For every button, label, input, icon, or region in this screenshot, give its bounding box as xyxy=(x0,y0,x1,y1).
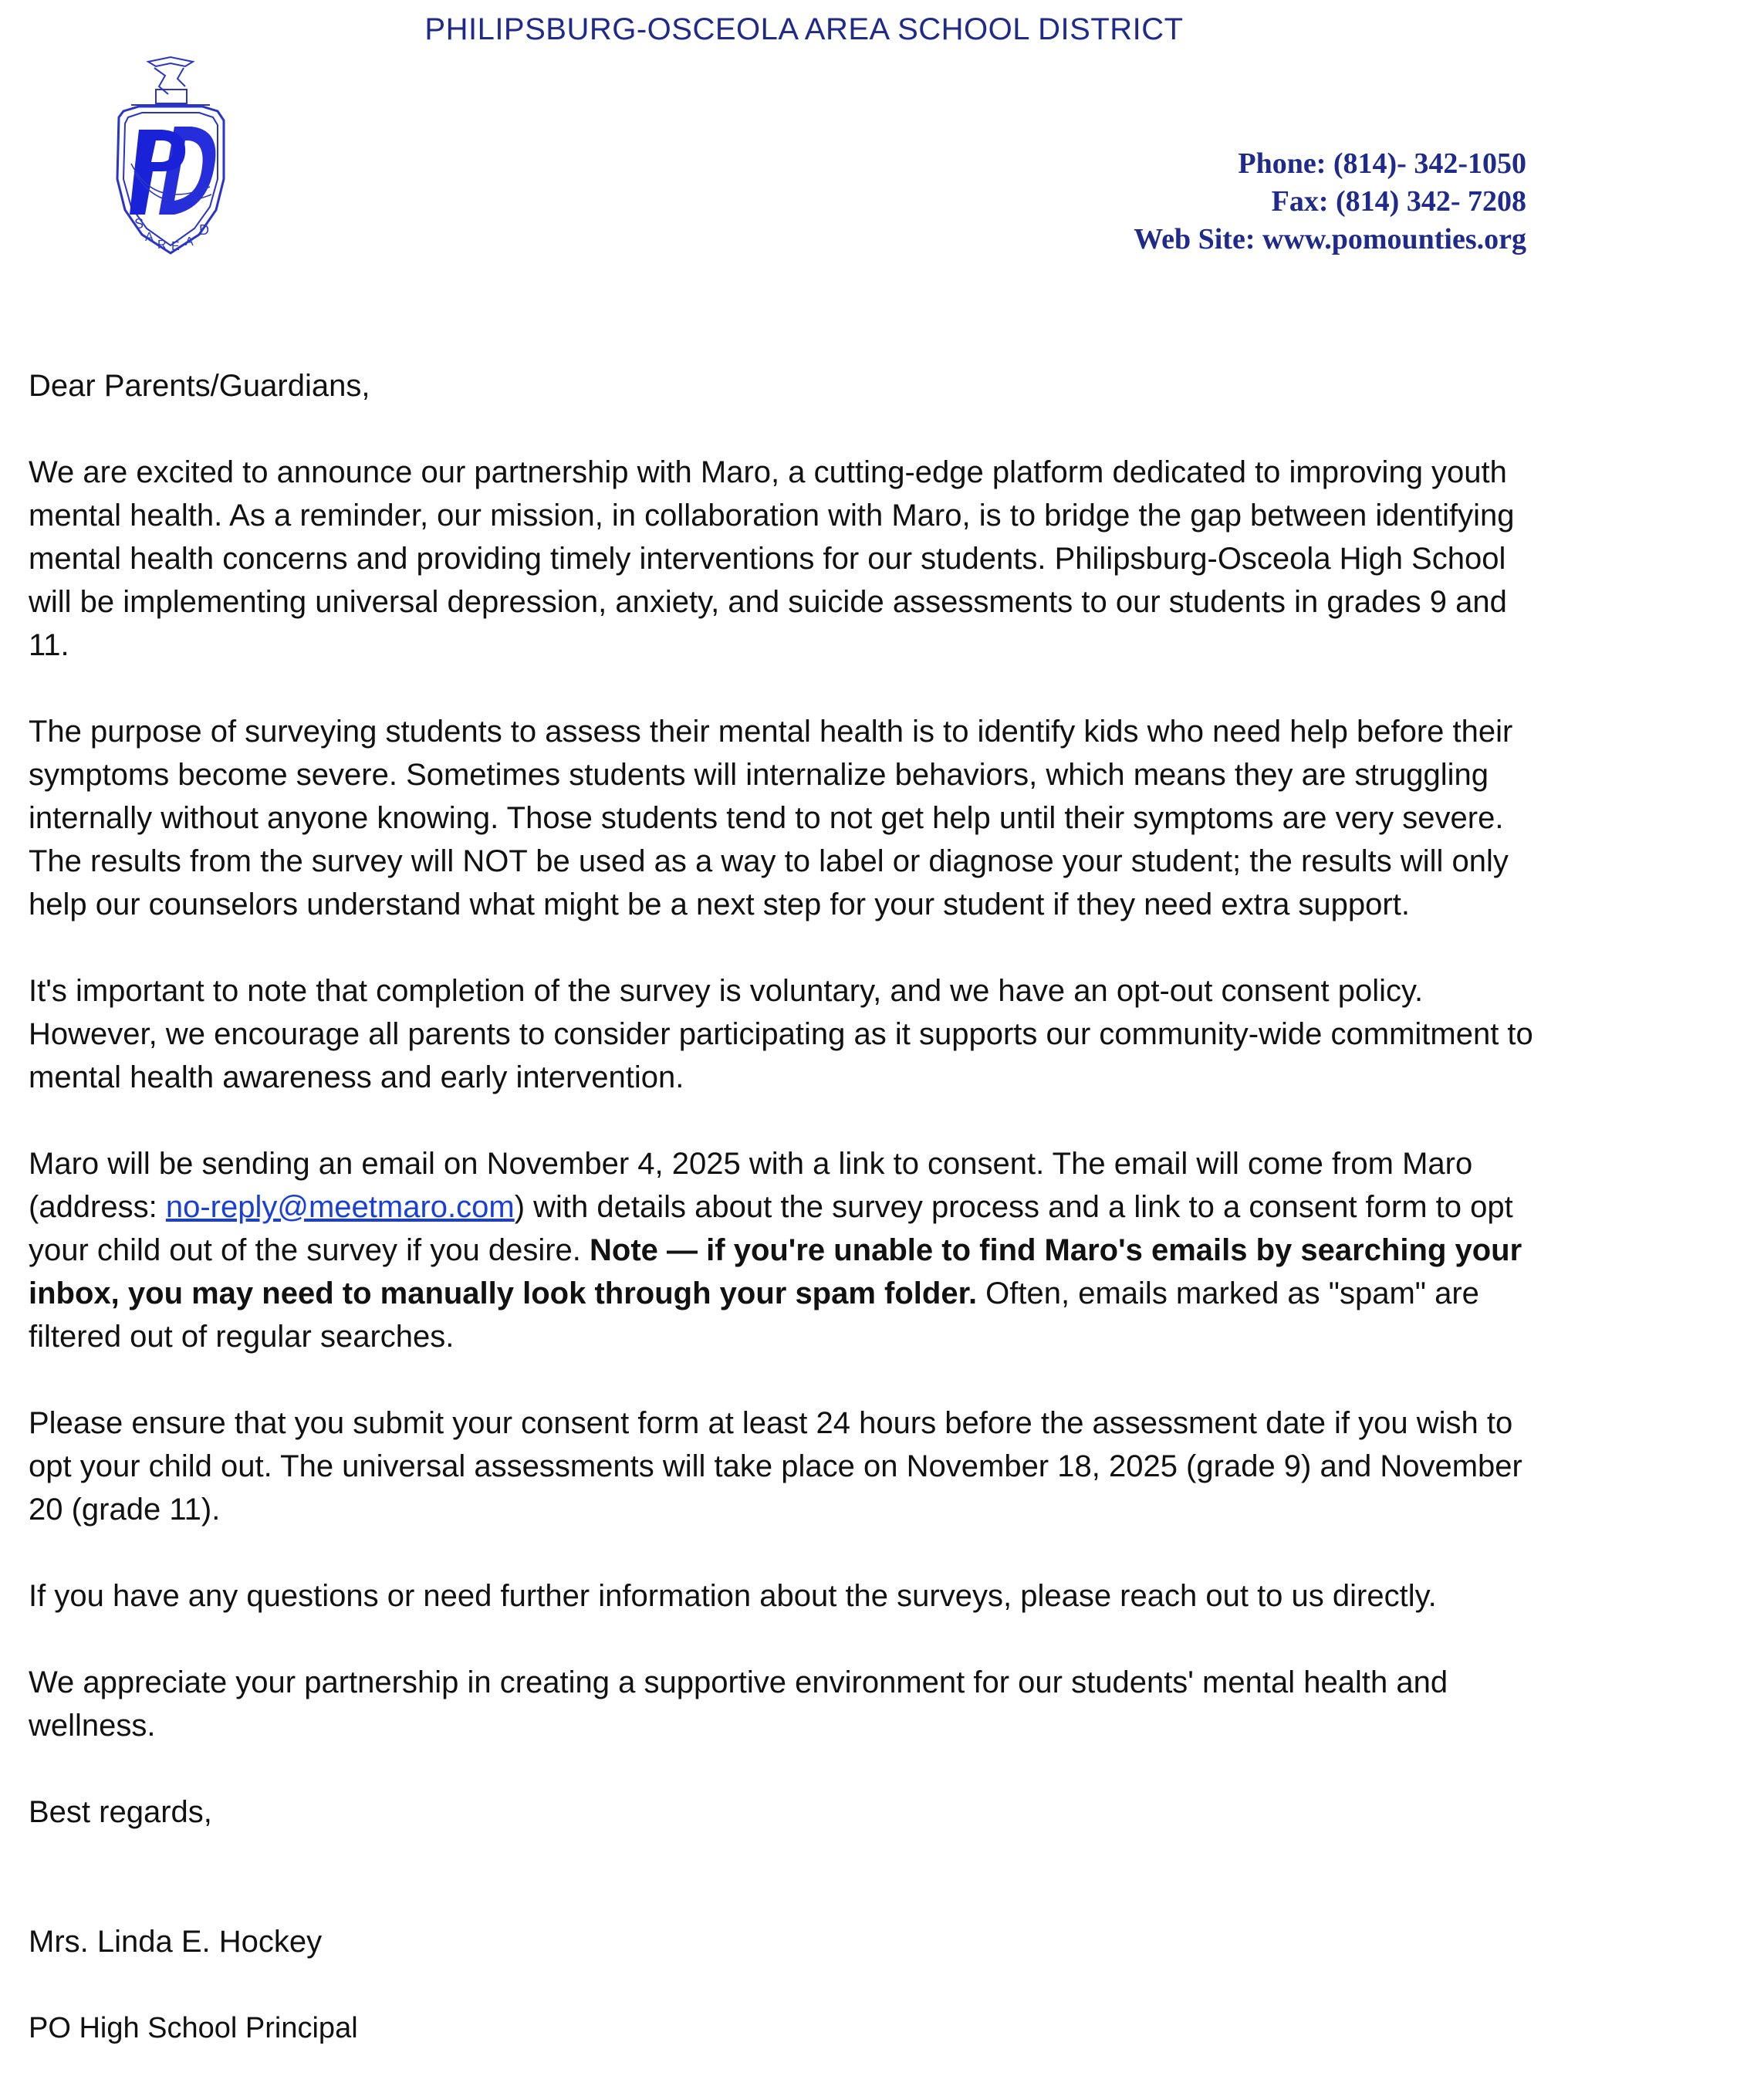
closing: Best regards, xyxy=(29,1795,212,1829)
paragraph-questions: If you have any questions or need further information about the surveys, please reach out to us directly. xyxy=(29,1579,1437,1613)
letter-body xyxy=(29,364,1541,2093)
phone-number: Phone: (814)- 342-1050 xyxy=(1238,147,1526,180)
paragraph-email-notice xyxy=(29,1142,1541,1358)
signature-space xyxy=(29,1834,1541,1920)
svg-text:R: R xyxy=(157,238,167,252)
paragraph-voluntary: It's important to note that completion of the survey is voluntary, and we have an opt-out consent policy. However, we encourage all parents to consider participating as it supports our community-wide commitment to mental health awareness and early intervention. xyxy=(29,974,1533,1094)
paragraph-purpose: The purpose of surveying students to assess their mental health is to identify kids who need help before their symptoms become severe. Sometimes students will internalize behaviors, which means they are struggling internally without anyone knowing. Those students tend to not get help until their symptoms are very severe. The results from the survey will NOT be used as a way to label or diagnose your student; the results will only help our counselors understand what might be a next step for your student if they need extra support. xyxy=(29,715,1513,921)
svg-text:S: S xyxy=(134,216,144,232)
svg-text:A: A xyxy=(185,235,194,249)
signer-title: PO High School Principal xyxy=(29,2012,358,2044)
maro-email-link[interactable]: no-reply@meetmaro.com xyxy=(165,1190,515,1224)
email-notice-text-2: ) with details about the survey process and a link to a consent form to opt your child out of the survey if you desire. xyxy=(29,1190,1513,1267)
email-notice-text-3: Often, emails marked as "spam" are filtered out of regular searches. xyxy=(29,1276,1479,1354)
paragraph-partnership: We are excited to announce our partnership with Maro, a cutting-edge platform dedicated to improving youth mental health. As a reminder, our mission, in collaboration with Maro, is to bridge the gap between identifying mental health concerns and providing timely interventions for our students. Philipsburg-Osceola High School will be implementing universal depression, anxiety, and suicide assessments to our students in grades 9 and 11. xyxy=(29,455,1515,662)
district-name: PHILIPSBURG-OSCEOLA AREA SCHOOL DISTRICT xyxy=(424,12,1184,46)
paragraph-deadline: Please ensure that you submit your consent form at least 24 hours before the assessment date if you wish to opt your child out. The universal assessments will take place on November 18, 2025 (grade 9) and November 20 (grade 11). xyxy=(29,1406,1522,1527)
svg-text:D: D xyxy=(199,222,209,238)
contact-block xyxy=(1134,145,1526,259)
signer-name: Mrs. Linda E. Hockey xyxy=(29,1925,323,1959)
spam-folder-note: Note — if you're unable to find Maro's emails by searching your inbox, you may need to manually look through your spam folder. xyxy=(29,1233,1522,1310)
fax-number: Fax: (814) 342- 7208 xyxy=(1271,185,1526,218)
school-crest-icon xyxy=(108,56,233,261)
email-notice-text-1: Maro will be sending an email on November 4, 2025 with a link to consent. The email will come from Maro (address: xyxy=(29,1147,1473,1224)
svg-text:E: E xyxy=(171,240,180,253)
greeting: Dear Parents/Guardians, xyxy=(29,369,370,403)
paragraph-appreciation: We appreciate your partnership in creating a supportive environment for our students' mental health and wellness. xyxy=(29,1665,1448,1743)
svg-text:A: A xyxy=(145,231,154,244)
website-address: Web Site: www.pomounties.org xyxy=(1134,223,1526,255)
